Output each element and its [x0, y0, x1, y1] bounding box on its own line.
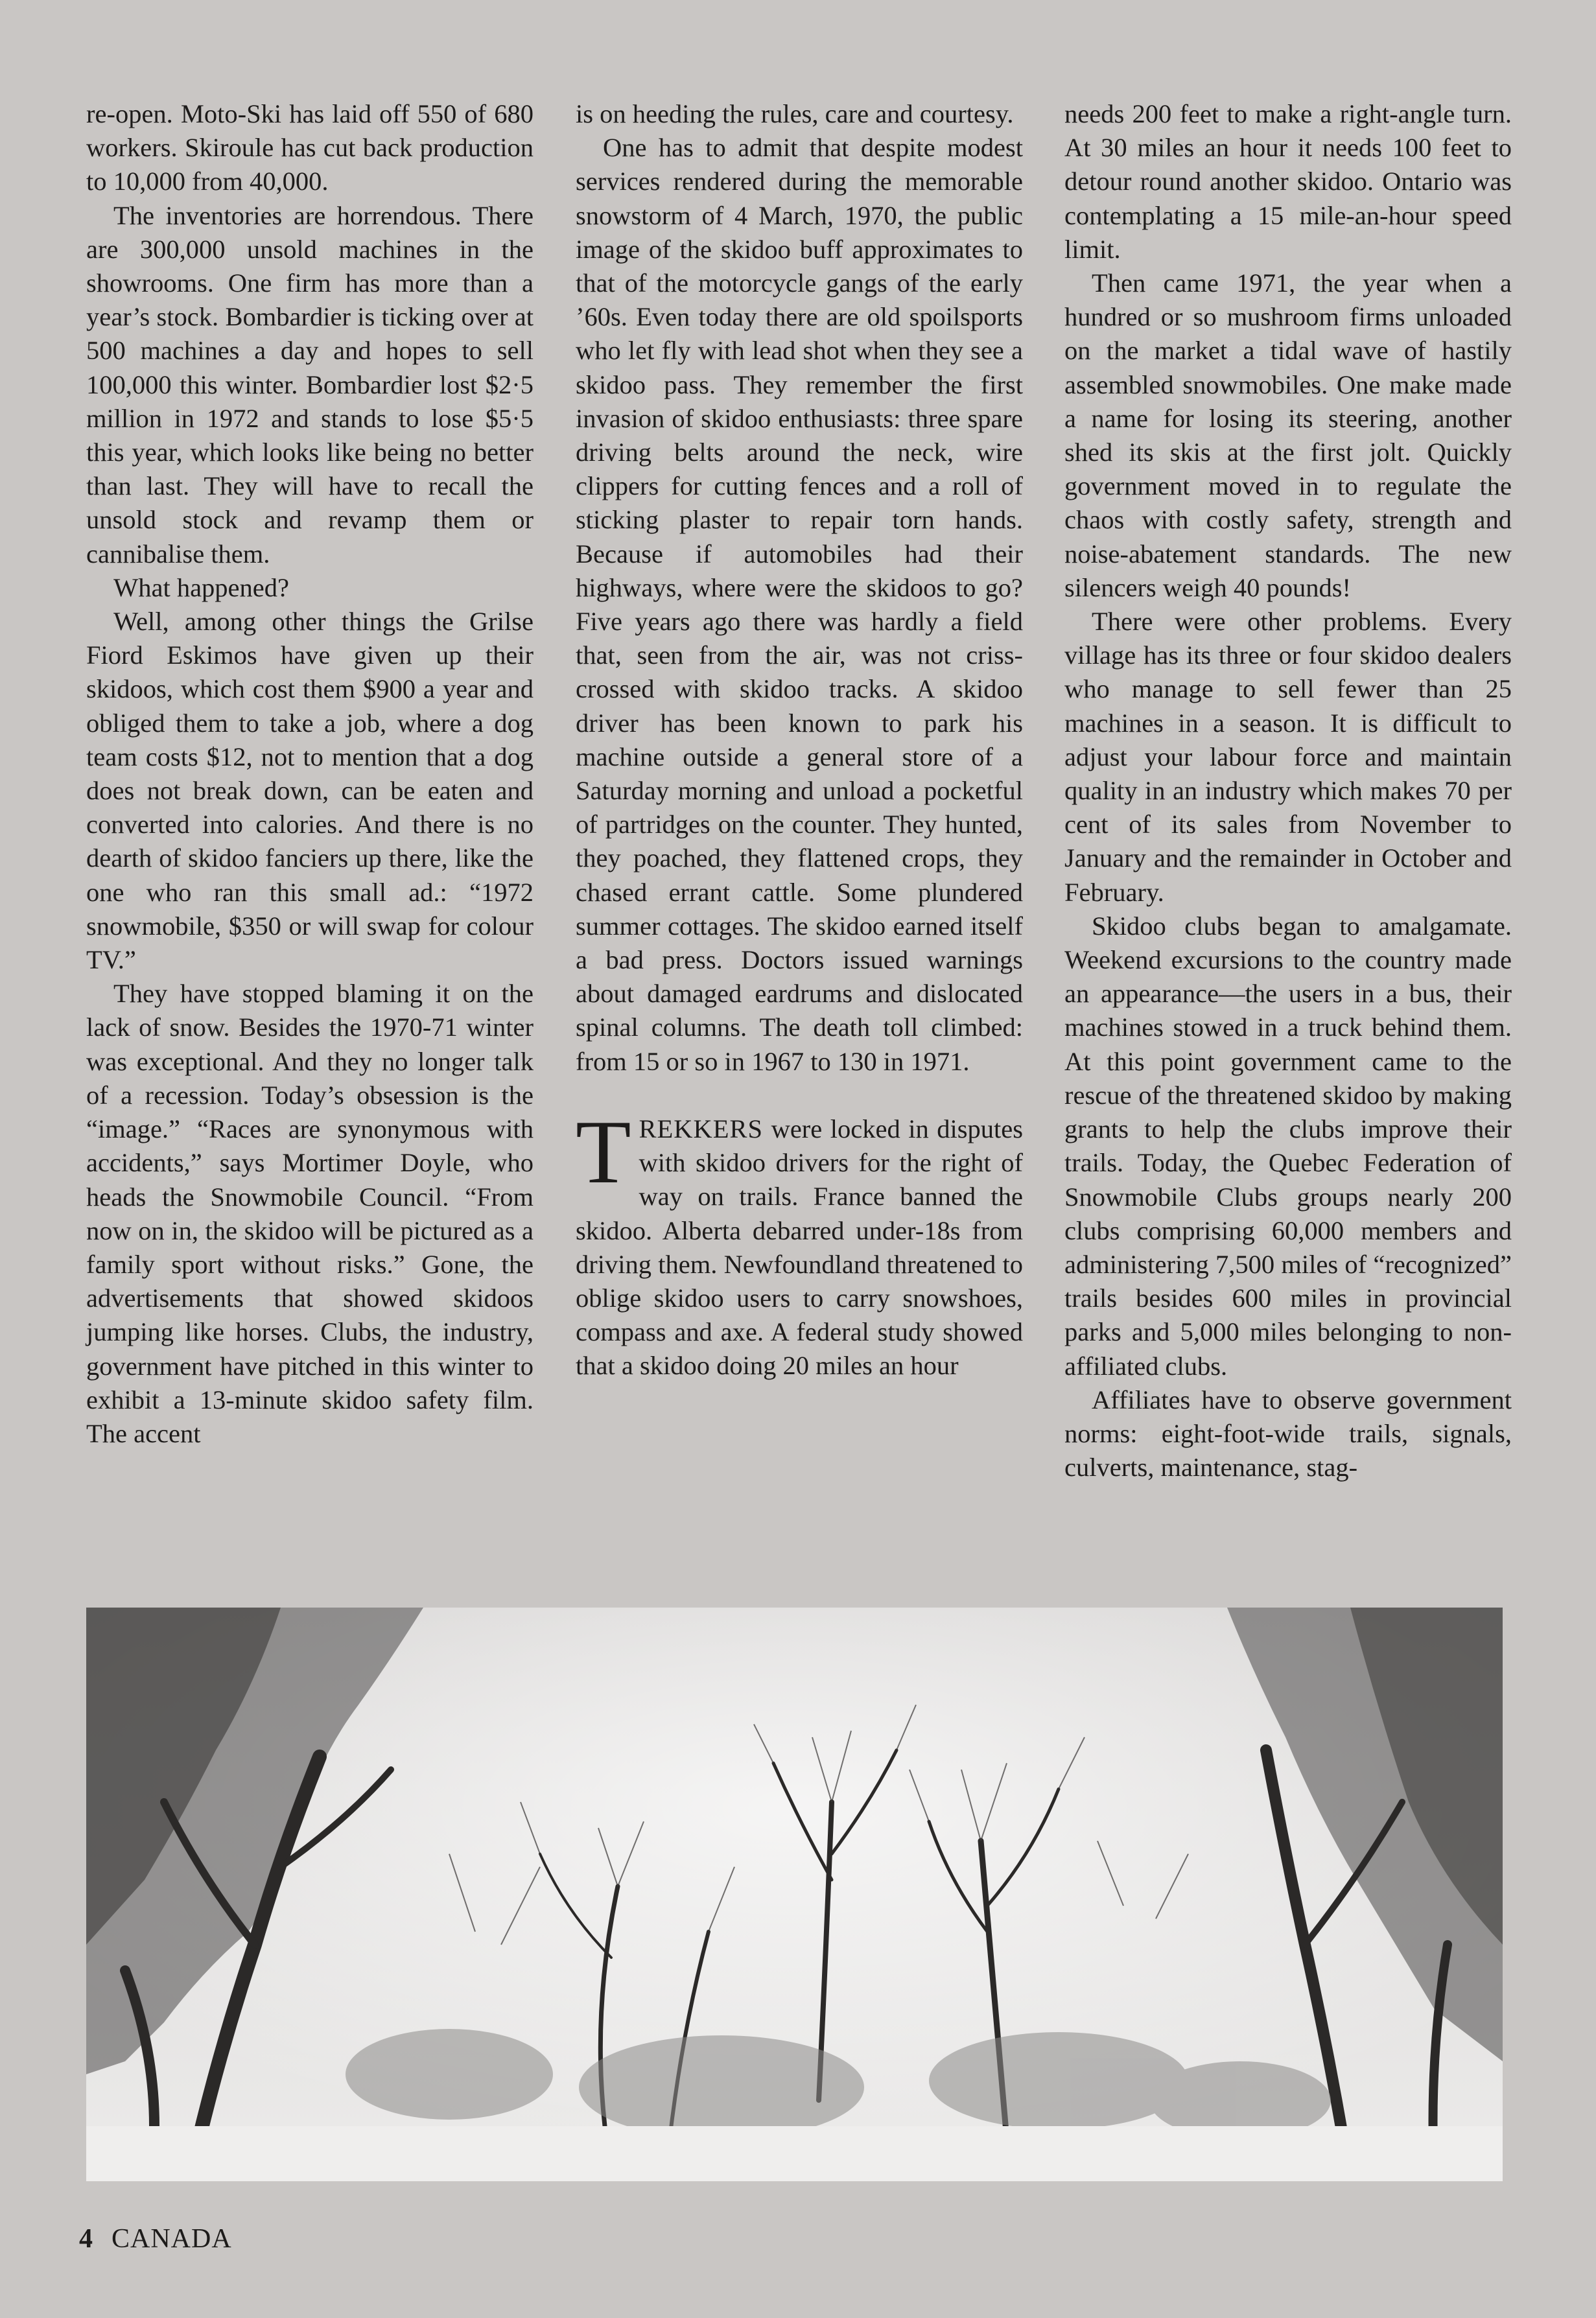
paragraph: One has to admit that despite modest services rendered during the memorable snowstorm of 4 March, 1970, the public image of the skidoo buff approximates to that of the motorcycle gangs of the early ’60s. Even today there are old spoilsports who let fly with lead shot when they see a skidoo pass. They remember the first invasion of skidoo enthusiasts: three spare driving belts around the neck, wire clippers for cutting fences and a roll of sticking plaster to repair torn hands. Because if automobiles had their highways, where were the skidoos to go? Five years ago there was hardly a field that, seen from the air, was not criss-crossed with skidoo tracks. A skidoo driver has been known to park his machine outside a general store of a Saturday morning and unload a pocketful of partridges on the counter. They hunted, they poached, they flattened crops, they chased errant cattle. Some plundered summer cottages. The skidoo earned itself a bad press. Doctors issued warnings about damaged eardrums and dislocated spinal columns. The death toll climbed: from 15 or so in 1967 to 130 in 1971. — [576, 133, 1023, 1076]
paragraph: They have stopped blaming it on the lack of snow. Besides the 1970-71 winter was exceptional. And they no longer talk of a recession. Today’s obsession is the “image.” “Races are synonymous with accidents,” says Mortimer Doyle, who heads the Snowmobile Council. “From now on in, the skidoo will be pictured as a family sport without risks.” Gone, the advertisements that showed skidoos jumping like horses. Clubs, the industry, government have pitched in this winter to exhibit a 13-minute skidoo safety film. The accent — [86, 979, 534, 1448]
page-footer — [79, 2223, 232, 2254]
paragraph: Then came 1971, the year when a hundred or so mushroom firms unloaded on the market a tidal wave of hastily assembled snowmobiles. One make made a name for losing its steering, another shed its skis at the first jolt. Quickly government moved in to regulate the chaos with costly safety, strength and noise-abatement standards. The new silencers weigh 40 pounds! — [1064, 268, 1512, 602]
snowy-trees-photo — [86, 1608, 1503, 2181]
column-1 — [86, 97, 534, 1451]
column-3 — [1064, 97, 1512, 1484]
section-text: were locked in disputes with skidoo drivers for the right of way on trails. France banned the skidoo. Alberta debarred under-18s from driving them. Newfoundland threatened to oblige skidoo users to carry snowshoes, compass and axe. A federal study showed that a skidoo doing 20 miles an hour — [576, 1114, 1023, 1381]
paragraph: Affiliates have to observe government norms: eight-foot-wide trails, signals, culverts, maintenance, stag- — [1064, 1385, 1512, 1482]
paragraph: The inventories are horrendous. There are 300,000 unsold machines in the showrooms. One firm has more than a year’s stock. Bombardier is ticking over at 500 machines a day and hopes to sell 100,000 this winter. Bombardier lost $2·5 million in 1972 and stands to lose $5·5 this year, which looks like being no better than last. They will have to recall the unsold stock and revamp them or cannibalise them. — [86, 200, 534, 568]
paragraph: What happened? — [113, 572, 289, 602]
paragraph: is on heeding the rules, care and courtesy. — [576, 99, 1014, 128]
column-2 — [576, 97, 1023, 1383]
page-number: 4 — [79, 2224, 93, 2254]
drop-cap: T — [576, 1101, 631, 1202]
paragraph: There were other problems. Every village has its three or four skidoo dealers who manage to sell fewer than 25 machines in a season. It is difficult to adjust your labour force and maintain quality in an industry which makes 70 per cent of its sales from November to January and the remainder in October and February. — [1064, 607, 1512, 907]
small-caps-lead: REKKERS — [639, 1114, 764, 1143]
section-paragraph — [576, 1101, 1023, 1383]
paragraph: re-open. Moto-Ski has laid off 550 of 680 workers. Skiroule has cut back production to 10,000 from 40,000. — [86, 99, 534, 196]
paragraph: needs 200 feet to make a right-angle turn. At 30 miles an hour it needs 100 feet to detour round another skidoo. Ontario was contemplating a 15 mile-an-hour speed limit. — [1064, 99, 1512, 264]
paragraph: Skidoo clubs began to amalgamate. Weekend excursions to the country made an appearance—the users in a bus, their machines stowed in a truck behind them. At this point government came to the rescue of the threatened skidoo by making grants to help the clubs improve their trails. Today, the Quebec Federation of Snowmobile Clubs groups nearly 200 clubs comprising 60,000 members and administering 7,500 miles of “recognized” trails besides 600 miles in provincial parks and 5,000 miles belonging to non-affiliated clubs. — [1064, 911, 1512, 1381]
magazine-name: CANADA — [111, 2224, 232, 2254]
paragraph: Well, among other things the Grilse Fiord Eskimos have given up their skidoos, which cost them $900 a year and obliged them to take a job, where a dog team costs $12, not to mention that a dog does not break down, can be eaten and converted into calories. And there is no dearth of skidoo fanciers up there, like the one who ran this small ad.: “1972 snowmobile, $350 or will swap for colour TV.” — [86, 607, 534, 975]
